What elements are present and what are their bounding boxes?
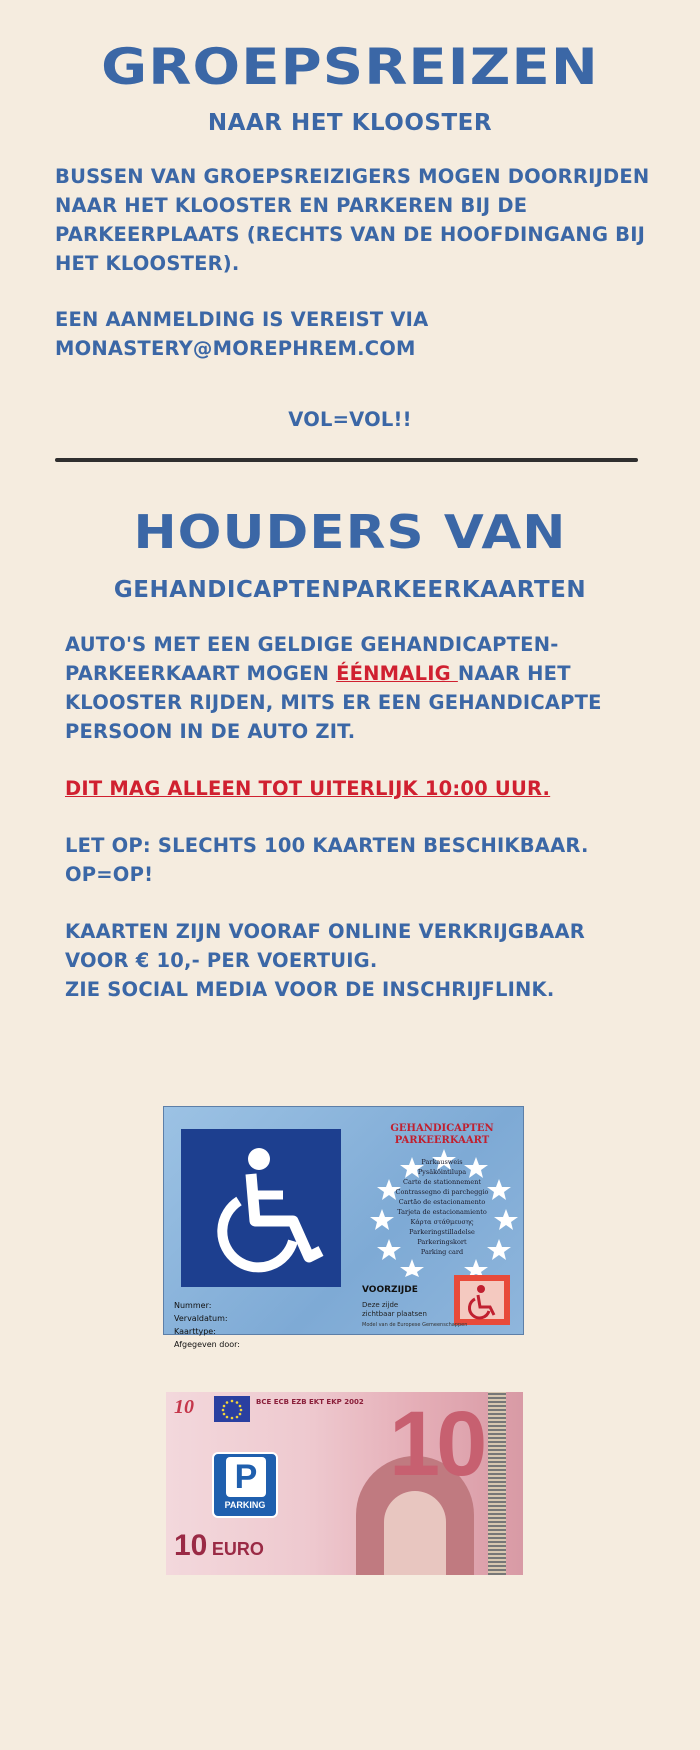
text-line: KLOOSTER RIJDEN, MITS ER EEN GEHANDICAPTE [65,691,602,714]
card-language: Pysäköintilupa [417,1168,467,1176]
full-is-full: VOL=VOL!! [288,408,412,431]
text-line: ZIE SOCIAL MEDIA VOOR DE INSCHRIJFLINK. [65,978,555,1001]
card-fields [174,1299,240,1351]
card-language: Contrassegno di parcheggio [395,1188,489,1196]
note-arch-inner [384,1491,446,1575]
note-big-value: 10 [389,1393,484,1495]
parking-sign-icon [212,1452,278,1518]
section1-title: GROEPSREIZEN [101,38,599,96]
text-line: PARKEERPLAATS (RECHTS VAN DE HOOFDINGANG BIJ [55,223,646,246]
ten-euro-parking-image [166,1392,523,1575]
section2-title: HOUDERS VAN [133,505,567,559]
parking-word: PARKING [224,1500,266,1510]
eu-flag-icon [214,1396,250,1422]
section2-subtitle: GEHANDICAPTENPARKEERKAARTEN [113,577,587,603]
wheelchair-icon [181,1129,341,1287]
text-line: AUTO'S MET EEN GELDIGE GEHANDICAPTEN- [65,633,559,656]
card-title-line: PARKEERKAART [394,1135,490,1146]
text-line [65,659,602,688]
card-language: Parkausweis [421,1158,463,1166]
disabled-parking-card-image [163,1106,524,1349]
text-line: EEN AANMELDING IS VEREIST VIA [55,308,429,331]
note-small-value: 10 [174,1396,194,1418]
card-language: Tarjeta de estacionamiento [397,1208,487,1216]
card-field: Afgegeven door: [174,1340,240,1349]
text-fragment: PARKEERKAART MOGEN [65,662,337,685]
text-line: VOOR € 10,- PER VOERTUIG. [65,949,378,972]
note-euro-label [174,1529,264,1563]
text-line: HET KLOOSTER). [55,252,240,275]
text-line: LET OP: SLECHTS 100 KAARTEN BESCHIKBAAR. [65,834,589,857]
text-fragment: NAAR HET [457,662,571,685]
note-ecb-text: BCE ECB EZB EKT EKP 2002 [256,1398,364,1406]
card-language: Parkeringskort [417,1238,467,1246]
card-languages [372,1157,512,1257]
card-title-line: GEHANDICAPTEN [390,1123,494,1134]
purchase-info [65,917,585,1004]
card-field: Nummer: [174,1301,212,1310]
card-language: Carte de stationnement [402,1178,481,1186]
time-warning: DIT MAG ALLEEN TOT UITERLIJK 10:00 UUR. [65,777,551,800]
text-line: PERSOON IN DE AUTO ZIT. [65,720,356,743]
card-language: Parking card [420,1248,464,1256]
once-emphasis: ÉÉNMALIG [336,662,458,685]
note-security-strip [488,1392,506,1575]
card-field: Vervaldatum: [174,1314,228,1323]
note-euro-number: 10 [174,1529,208,1562]
section-divider [55,458,638,462]
card-side-note-line: zichtbaar plaatsen [362,1310,427,1318]
mini-wheelchair-icon [454,1275,510,1325]
card-side-label: VOORZIJDE [362,1285,418,1295]
note-euro-word: EURO [211,1539,264,1559]
text-line: NAAR HET KLOOSTER EN PARKEREN BIJ DE [55,194,528,217]
text-line: OP=OP! [65,863,154,886]
card-field: Kaarttype: [174,1327,216,1336]
text-line: KAARTEN ZIJN VOORAF ONLINE VERKRIJGBAAR [65,920,585,943]
card-side-note-line: Deze zijde [362,1301,399,1309]
section1-subtitle: NAAR HET KLOOSTER [207,110,493,136]
card-side-note [362,1301,427,1319]
card-model-text: Model van de Europese Gemeenschappen [362,1322,468,1328]
card-language: Cartão de estacionamento [398,1198,486,1206]
availability-note [65,831,589,889]
disabled-paragraph [65,630,602,746]
contact-email[interactable]: MONASTERY@MOREPHREM.COM [55,337,416,360]
parking-letter: P [226,1457,266,1497]
card-language: Parkeringstilladelse [409,1228,475,1236]
text-line: BUSSEN VAN GROEPSREIZIGERS MOGEN DOORRIJDEN [55,165,650,188]
groups-paragraph [55,162,649,278]
card-language: Κάρτα στάθμευσης [410,1218,474,1226]
card-title [372,1123,512,1147]
registration-paragraph [55,305,428,363]
